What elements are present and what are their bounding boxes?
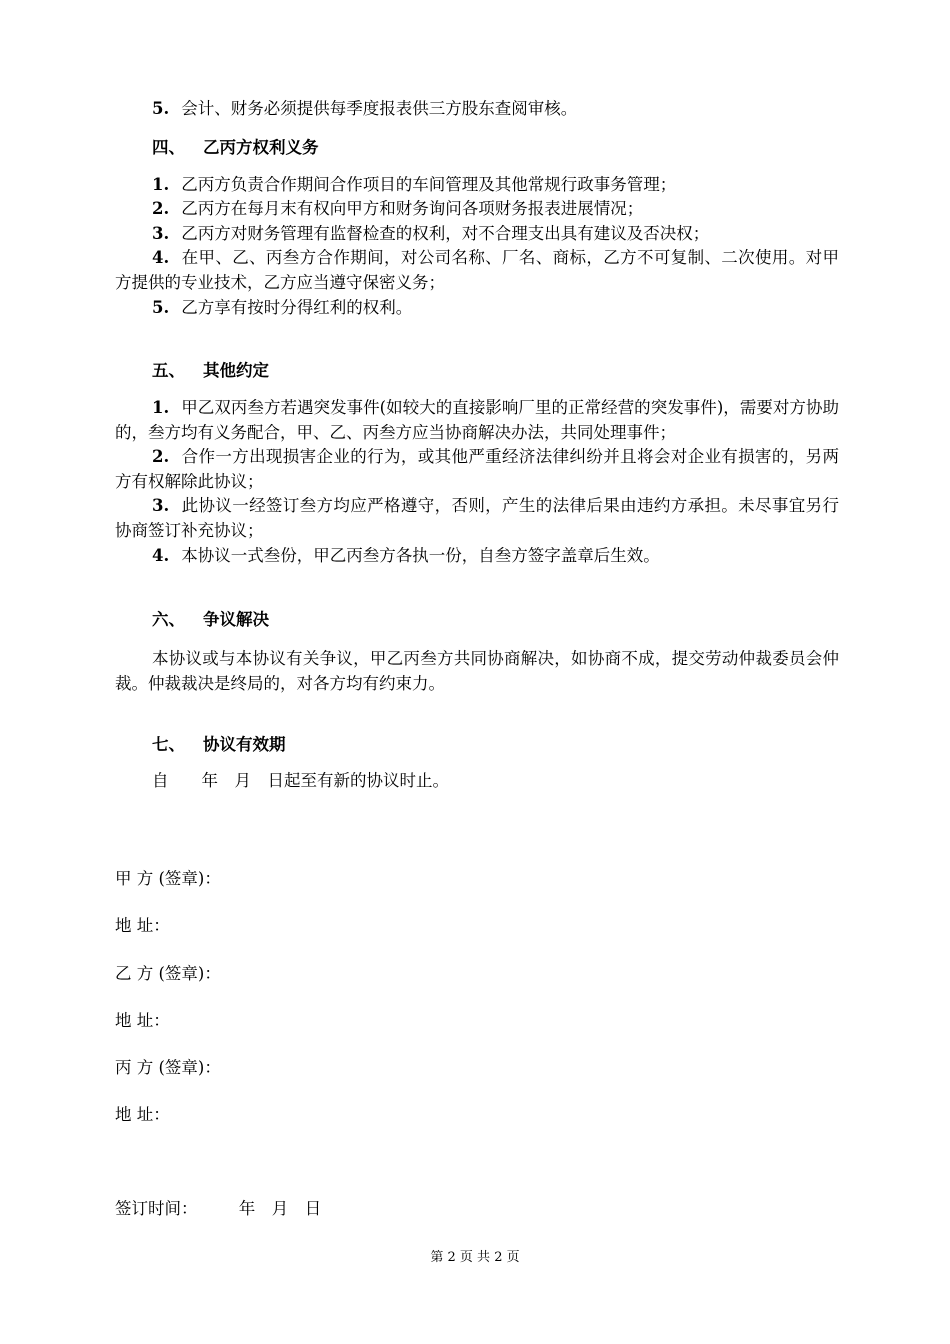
section4-heading bbox=[152, 136, 319, 160]
item-text: 合作一方出现损害企业的行为，或其他严重经济法律纠纷并且将会对企业有损害的，另两方有权解除此协议； bbox=[115, 447, 839, 491]
item-text: 乙丙方在每月末有权向甲方和财务询问各项财务报表进展情况； bbox=[181, 199, 644, 218]
party-a-signature: 甲 方 (签章)： bbox=[115, 869, 221, 888]
section4-item-5 bbox=[152, 296, 412, 320]
item-number: 4. bbox=[152, 546, 170, 565]
item-number: 2. bbox=[152, 447, 170, 466]
section4-item-1 bbox=[152, 173, 676, 197]
item-number: 3. bbox=[152, 224, 170, 243]
party-c-signature: 丙 方 (签章)： bbox=[115, 1058, 221, 1077]
item-number: 4. bbox=[152, 248, 170, 267]
section7-heading bbox=[152, 733, 286, 757]
section5-item-3 bbox=[115, 494, 839, 543]
section7-paragraph: 自 年 月 日起至有新的协议时止。 bbox=[152, 771, 449, 790]
item-text: 在甲、乙、丙叁方合作期间，对公司名称、厂名、商标，乙方不可复制、二次使用。对甲方提供的专业技术，乙方应当遵守保密义务； bbox=[115, 248, 839, 292]
section3-item-5 bbox=[152, 97, 577, 121]
item-text: 甲乙双丙叁方若遇突发事件(如较大的直接影响厂里的正常经营的突发事件)，需要对方协助的，叁方均有义务配合，甲、乙、丙叁方应当协商解决办法，共同处理事件； bbox=[115, 398, 839, 442]
section5-heading bbox=[152, 359, 269, 383]
item-text: 此协议一经签订叁方均应严格遵守，否则，产生的法律后果由违约方承担。未尽事宜另行协商签订补充协议； bbox=[115, 496, 839, 540]
signing-date: 签订时间： 年 月 日 bbox=[115, 1199, 322, 1218]
section4-item-4 bbox=[115, 246, 839, 295]
section5-item-1 bbox=[115, 396, 839, 445]
section4-item-2 bbox=[152, 197, 643, 221]
item-number: 5. bbox=[152, 298, 170, 317]
page-footer: 第 2 页 共 2 页 bbox=[430, 1250, 520, 1265]
item-number: 1. bbox=[152, 398, 170, 417]
item-number: 2. bbox=[152, 199, 170, 218]
section6-heading bbox=[152, 608, 269, 632]
item-text: 会计、财务必须提供每季度报表供三方股东查阅审核。 bbox=[181, 99, 578, 118]
section-title: 乙丙方权利义务 bbox=[203, 138, 319, 157]
item-text: 乙丙方对财务管理有监督检查的权利，对不合理支出具有建议及否决权； bbox=[181, 224, 710, 243]
section-title: 争议解决 bbox=[203, 610, 269, 629]
party-c-address: 地 址： bbox=[115, 1105, 170, 1124]
section5-item-2 bbox=[115, 445, 839, 494]
party-a-address: 地 址： bbox=[115, 916, 170, 935]
section-title: 协议有效期 bbox=[203, 735, 286, 754]
section-number: 四、 bbox=[152, 138, 185, 157]
section-number: 六、 bbox=[152, 610, 185, 629]
item-text: 本协议一式叁份，甲乙丙叁方各执一份，自叁方签字盖章后生效。 bbox=[181, 546, 660, 565]
section-number: 七、 bbox=[152, 735, 185, 754]
item-number: 3. bbox=[152, 496, 170, 515]
section5-item-4 bbox=[152, 544, 660, 568]
item-number: 1. bbox=[152, 175, 170, 194]
party-b-signature: 乙 方 (签章)： bbox=[115, 964, 221, 983]
section-title: 其他约定 bbox=[203, 361, 269, 380]
item-text: 乙丙方负责合作期间合作项目的车间管理及其他常规行政事务管理； bbox=[181, 175, 677, 194]
item-number: 5. bbox=[152, 99, 170, 118]
party-b-address: 地 址： bbox=[115, 1011, 170, 1030]
item-text: 乙方享有按时分得红利的权利。 bbox=[181, 298, 413, 317]
section4-item-3 bbox=[152, 222, 709, 246]
section6-paragraph: 本协议或与本协议有关争议，甲乙丙叁方共同协商解决，如协商不成，提交劳动仲裁委员会仲裁。仲裁裁决是终局的，对各方均有约束力。 bbox=[115, 649, 839, 693]
section-number: 五、 bbox=[152, 361, 185, 380]
